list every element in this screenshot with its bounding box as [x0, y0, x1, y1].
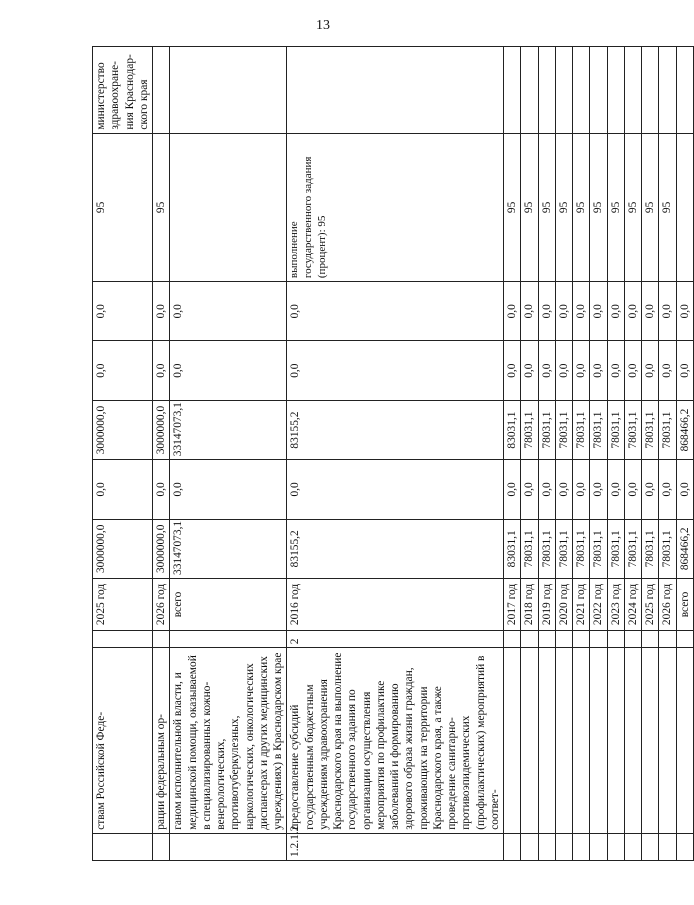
amount-other: 0,0 — [607, 282, 624, 341]
indicator-cell: 95 — [590, 133, 607, 281]
row-name: ствам Российской Феде- — [93, 648, 153, 834]
executor-cell — [624, 47, 641, 134]
source-code — [93, 630, 153, 647]
amount-regional: 3000000,0 — [93, 400, 153, 459]
amount-total: 868466,2 — [676, 519, 693, 578]
amount-federal: 0,0 — [642, 460, 659, 519]
executor-cell: министерство здравоохране-ния Краснодар-ского края — [93, 47, 153, 134]
row-id — [93, 833, 153, 860]
row-id — [659, 833, 676, 860]
amount-total: 78031,1 — [659, 519, 676, 578]
amount-federal: 0,0 — [153, 460, 170, 519]
amount-regional: 868466,2 — [676, 400, 693, 459]
year-cell: 2017 год — [504, 578, 521, 630]
year-cell: 2026 год — [153, 578, 170, 630]
amount-local: 0,0 — [624, 341, 641, 400]
year-cell: всего — [676, 578, 693, 630]
table-row — [555, 47, 572, 861]
indicator-cell: 95 — [659, 133, 676, 281]
row-name — [659, 648, 676, 834]
amount-regional: 78031,1 — [642, 400, 659, 459]
amount-regional: 78031,1 — [659, 400, 676, 459]
table-row — [93, 47, 153, 861]
amount-regional: 33147073,1 — [170, 400, 287, 459]
source-code — [555, 630, 572, 647]
amount-local: 0,0 — [642, 341, 659, 400]
amount-local: 0,0 — [170, 341, 287, 400]
indicator-cell: 95 — [93, 133, 153, 281]
indicator-cell: 95 — [642, 133, 659, 281]
row-id — [504, 833, 521, 860]
executor-cell — [590, 47, 607, 134]
executor-cell — [555, 47, 572, 134]
executor-cell — [521, 47, 538, 134]
year-cell: 2023 год — [607, 578, 624, 630]
indicator-cell — [676, 133, 693, 281]
row-name — [538, 648, 555, 834]
program-table — [92, 46, 694, 861]
table-row — [607, 47, 624, 861]
amount-local: 0,0 — [521, 341, 538, 400]
source-code — [504, 630, 521, 647]
year-cell: 2025 год — [642, 578, 659, 630]
amount-other: 0,0 — [659, 282, 676, 341]
amount-other: 0,0 — [287, 282, 504, 341]
indicator-cell: 95 — [573, 133, 590, 281]
amount-federal: 0,0 — [590, 460, 607, 519]
year-cell: всего — [170, 578, 287, 630]
executor-cell — [538, 47, 555, 134]
year-cell: 2019 год — [538, 578, 555, 630]
executor-cell — [170, 47, 287, 134]
year-cell: 2021 год — [573, 578, 590, 630]
amount-federal: 0,0 — [538, 460, 555, 519]
row-id — [555, 833, 572, 860]
amount-total: 78031,1 — [538, 519, 555, 578]
amount-other: 0,0 — [590, 282, 607, 341]
executor-cell — [659, 47, 676, 134]
amount-federal: 0,0 — [93, 460, 153, 519]
amount-federal: 0,0 — [170, 460, 287, 519]
amount-other: 0,0 — [642, 282, 659, 341]
table-row — [642, 47, 659, 861]
year-cell: 2024 год — [624, 578, 641, 630]
amount-local: 0,0 — [676, 341, 693, 400]
row-id — [521, 833, 538, 860]
amount-local: 0,0 — [153, 341, 170, 400]
indicator-cell: 95 — [607, 133, 624, 281]
table-row — [521, 47, 538, 861]
amount-regional: 78031,1 — [521, 400, 538, 459]
amount-total: 78031,1 — [624, 519, 641, 578]
source-code: 2 — [287, 630, 504, 647]
amount-total: 33147073,1 — [170, 519, 287, 578]
amount-total: 83155,2 — [287, 519, 504, 578]
amount-total: 78031,1 — [521, 519, 538, 578]
indicator-cell: 95 — [538, 133, 555, 281]
source-code — [642, 630, 659, 647]
source-code — [624, 630, 641, 647]
amount-federal: 0,0 — [504, 460, 521, 519]
row-id: 1.2.1.2 — [287, 833, 504, 860]
amount-other: 0,0 — [93, 282, 153, 341]
source-code — [153, 630, 170, 647]
year-cell: 2018 год — [521, 578, 538, 630]
page-number: 13 — [316, 18, 330, 33]
indicator-cell: 95 — [153, 133, 170, 281]
source-code — [590, 630, 607, 647]
amount-total: 3000000,0 — [93, 519, 153, 578]
source-code — [573, 630, 590, 647]
amount-other: 0,0 — [153, 282, 170, 341]
amount-regional: 83031,1 — [504, 400, 521, 459]
amount-total: 78031,1 — [642, 519, 659, 578]
amount-local: 0,0 — [659, 341, 676, 400]
indicator-cell — [170, 133, 287, 281]
amount-total: 78031,1 — [607, 519, 624, 578]
table-row — [590, 47, 607, 861]
row-id — [642, 833, 659, 860]
row-name — [521, 648, 538, 834]
amount-regional: 83155,2 — [287, 400, 504, 459]
amount-regional: 78031,1 — [538, 400, 555, 459]
source-code — [521, 630, 538, 647]
row-id — [624, 833, 641, 860]
row-name — [607, 648, 624, 834]
source-code — [659, 630, 676, 647]
amount-regional: 78031,1 — [624, 400, 641, 459]
amount-federal: 0,0 — [607, 460, 624, 519]
row-name — [573, 648, 590, 834]
row-name — [504, 648, 521, 834]
amount-other: 0,0 — [504, 282, 521, 341]
source-code — [607, 630, 624, 647]
row-name — [590, 648, 607, 834]
amount-total: 83031,1 — [504, 519, 521, 578]
row-name — [624, 648, 641, 834]
amount-regional: 3000000,0 — [153, 400, 170, 459]
row-name: ганом исполнительной власти, и медицинской помощи, оказываемой в специализированных кожно-венерологических, противотуберкулезных, наркологических, онкологических диспансерах и других медицинских учреждениях) в Краснодарском крае — [170, 648, 287, 834]
amount-local: 0,0 — [504, 341, 521, 400]
row-name: рации федеральным ор- — [153, 648, 170, 834]
amount-total: 78031,1 — [590, 519, 607, 578]
row-id — [607, 833, 624, 860]
amount-other: 0,0 — [555, 282, 572, 341]
row-id — [170, 833, 287, 860]
amount-federal: 0,0 — [624, 460, 641, 519]
amount-total: 3000000,0 — [153, 519, 170, 578]
executor-cell — [642, 47, 659, 134]
row-id — [538, 833, 555, 860]
amount-local: 0,0 — [590, 341, 607, 400]
year-cell: 2022 год — [590, 578, 607, 630]
executor-cell — [573, 47, 590, 134]
year-cell: 2016 год — [287, 578, 504, 630]
amount-total: 78031,1 — [573, 519, 590, 578]
amount-regional: 78031,1 — [573, 400, 590, 459]
table-row — [624, 47, 641, 861]
table-row — [573, 47, 590, 861]
amount-other: 0,0 — [170, 282, 287, 341]
executor-cell — [504, 47, 521, 134]
amount-local: 0,0 — [93, 341, 153, 400]
row-id — [153, 833, 170, 860]
row-name — [676, 648, 693, 834]
row-id — [590, 833, 607, 860]
indicator-cell: 95 — [521, 133, 538, 281]
row-id — [676, 833, 693, 860]
table-row — [676, 47, 693, 861]
table-row — [504, 47, 521, 861]
table-row — [538, 47, 555, 861]
amount-other: 0,0 — [676, 282, 693, 341]
amount-federal: 0,0 — [676, 460, 693, 519]
amount-local: 0,0 — [287, 341, 504, 400]
amount-federal: 0,0 — [573, 460, 590, 519]
amount-federal: 0,0 — [287, 460, 504, 519]
table-row — [287, 47, 504, 861]
amount-local: 0,0 — [573, 341, 590, 400]
indicator-cell: 95 — [624, 133, 641, 281]
amount-federal: 0,0 — [555, 460, 572, 519]
amount-other: 0,0 — [573, 282, 590, 341]
amount-regional: 78031,1 — [555, 400, 572, 459]
table-row — [153, 47, 170, 861]
amount-other: 0,0 — [538, 282, 555, 341]
source-code — [676, 630, 693, 647]
indicator-cell: выполнение государственного задания (процент): 95 — [287, 133, 504, 281]
amount-regional: 78031,1 — [607, 400, 624, 459]
amount-federal: 0,0 — [521, 460, 538, 519]
indicator-cell: 95 — [555, 133, 572, 281]
executor-cell — [676, 47, 693, 134]
source-code — [170, 630, 287, 647]
amount-federal: 0,0 — [659, 460, 676, 519]
year-cell: 2026 год — [659, 578, 676, 630]
amount-regional: 78031,1 — [590, 400, 607, 459]
amount-other: 0,0 — [624, 282, 641, 341]
table-row — [659, 47, 676, 861]
year-cell: 2025 год — [93, 578, 153, 630]
source-code — [538, 630, 555, 647]
amount-other: 0,0 — [521, 282, 538, 341]
amount-local: 0,0 — [555, 341, 572, 400]
amount-local: 0,0 — [607, 341, 624, 400]
executor-cell — [607, 47, 624, 134]
executor-cell — [153, 47, 170, 134]
executor-cell — [287, 47, 504, 134]
row-name: предоставление субсидий государственным бюджетным учреждениям здравоохранения Краснодарского края на выполнение государственного задания по организации осуществления мероприятия по профилактике заболеваний и формированию здорового образа жизни граждан, проживающих на территории Краснодарского края, а также проведение санитарно-противоэпидемических (профилактических) мероприятий в соответ- — [287, 648, 504, 834]
amount-local: 0,0 — [538, 341, 555, 400]
table-row — [170, 47, 287, 861]
indicator-cell: 95 — [504, 133, 521, 281]
row-id — [573, 833, 590, 860]
amount-total: 78031,1 — [555, 519, 572, 578]
year-cell: 2020 год — [555, 578, 572, 630]
rotated-table-area — [92, 46, 691, 861]
row-name — [642, 648, 659, 834]
row-name — [555, 648, 572, 834]
